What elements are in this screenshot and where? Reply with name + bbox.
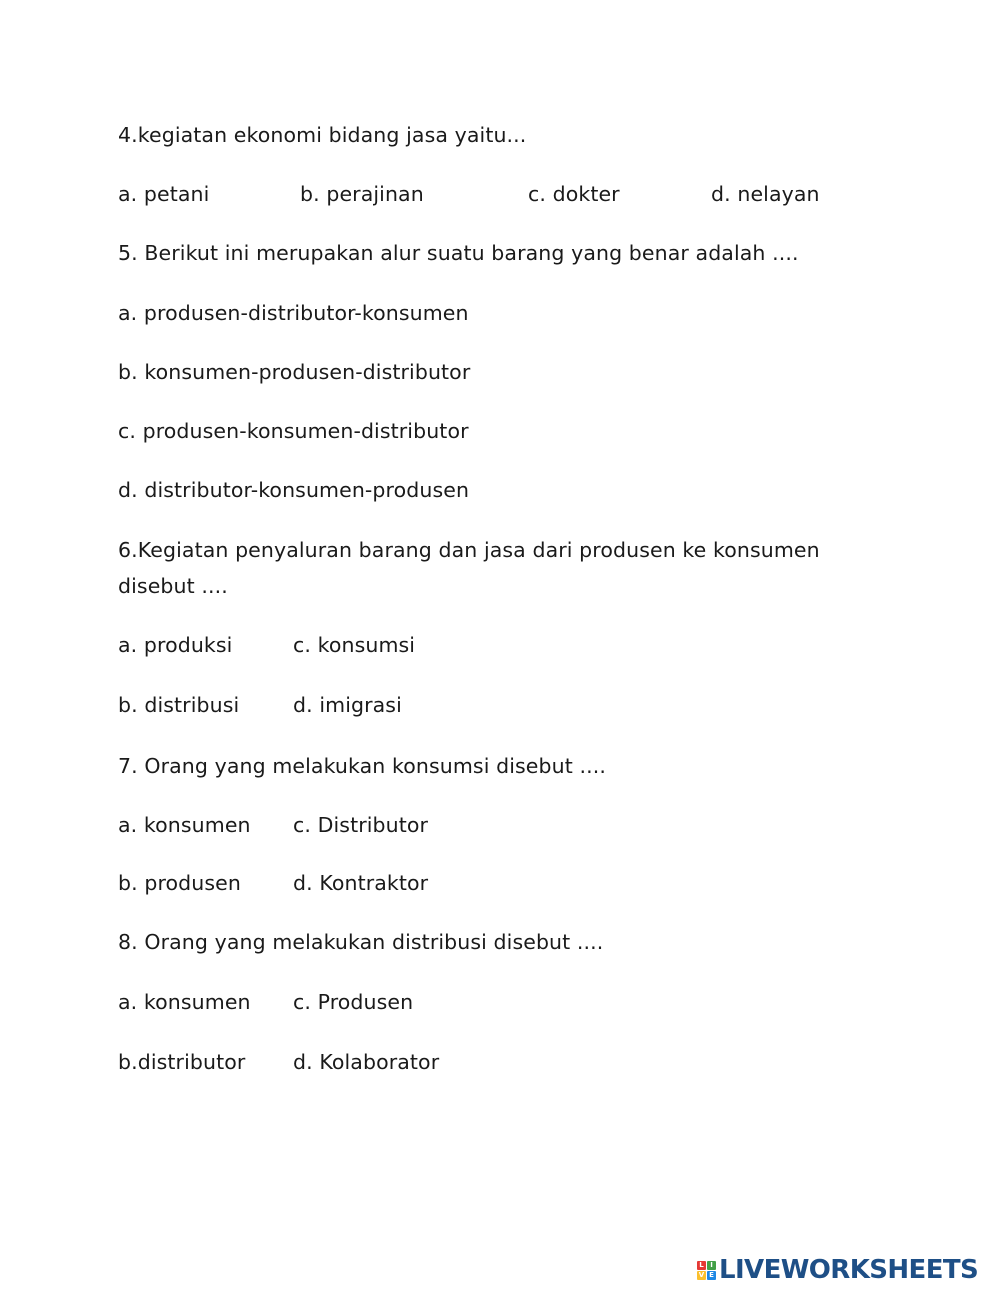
logo-mark-letter: V (698, 1270, 705, 1279)
q5-option-b: b. konsumen-produsen-distributor (118, 360, 471, 384)
question-6-options-row-1 (0, 627, 1000, 663)
logo-mark-letter: L (697, 1261, 706, 1270)
q7-option-c: c. Distributor (293, 813, 429, 837)
q8-option-b: b.distributor (118, 1050, 246, 1074)
q5-option-d: d. distributor-konsumen-produsen (118, 478, 470, 502)
q8-option-c: c. Produsen (293, 990, 414, 1014)
q8-option-a: a. konsumen (118, 990, 251, 1014)
q4-option-a: a. petani (118, 182, 210, 206)
q6-option-a: a. produksi (118, 633, 233, 657)
logo-mark-letter: I (707, 1261, 716, 1270)
question-8-options-row-2 (0, 1044, 1000, 1080)
q4-option-b: b. perajinan (300, 182, 424, 206)
q6-option-c: c. konsumsi (293, 633, 416, 657)
question-5: 5. Berikut ini merupakan alur suatu barang yang benar adalah .... (118, 241, 799, 265)
question-6-options-row-2 (0, 687, 1000, 723)
liveworksheets-mark-icon (697, 1261, 716, 1280)
question-4: 4.kegiatan ekonomi bidang jasa yaitu... (118, 123, 527, 147)
question-7-options-row-2 (0, 865, 1000, 901)
question-4-options (0, 176, 1000, 212)
logo-mark-letter: E (707, 1271, 716, 1280)
q5-option-c: c. produsen-konsumen-distributor (118, 419, 469, 443)
q7-option-a: a. konsumen (118, 813, 251, 837)
question-6-line-2: disebut .... (118, 574, 228, 598)
q6-option-d: d. imigrasi (293, 693, 402, 717)
q8-option-d: d. Kolaborator (293, 1050, 440, 1074)
q6-option-b: b. distribusi (118, 693, 240, 717)
q7-option-d: d. Kontraktor (293, 871, 429, 895)
q5-option-a: a. produsen-distributor-konsumen (118, 301, 469, 325)
question-7-options-row-1 (0, 807, 1000, 843)
question-8-options-row-1 (0, 984, 1000, 1020)
logo-text: LIVEWORKSHEETS (719, 1255, 979, 1285)
q4-option-d: d. nelayan (711, 182, 820, 206)
question-8: 8. Orang yang melakukan distribusi disebut .... (118, 930, 604, 954)
q7-option-b: b. produsen (118, 871, 241, 895)
liveworksheets-logo (697, 1254, 978, 1286)
question-7: 7. Orang yang melakukan konsumsi disebut .... (118, 754, 606, 778)
question-6-line-1: 6.Kegiatan penyaluran barang dan jasa dari produsen ke konsumen (118, 538, 820, 562)
q4-option-c: c. dokter (528, 182, 620, 206)
